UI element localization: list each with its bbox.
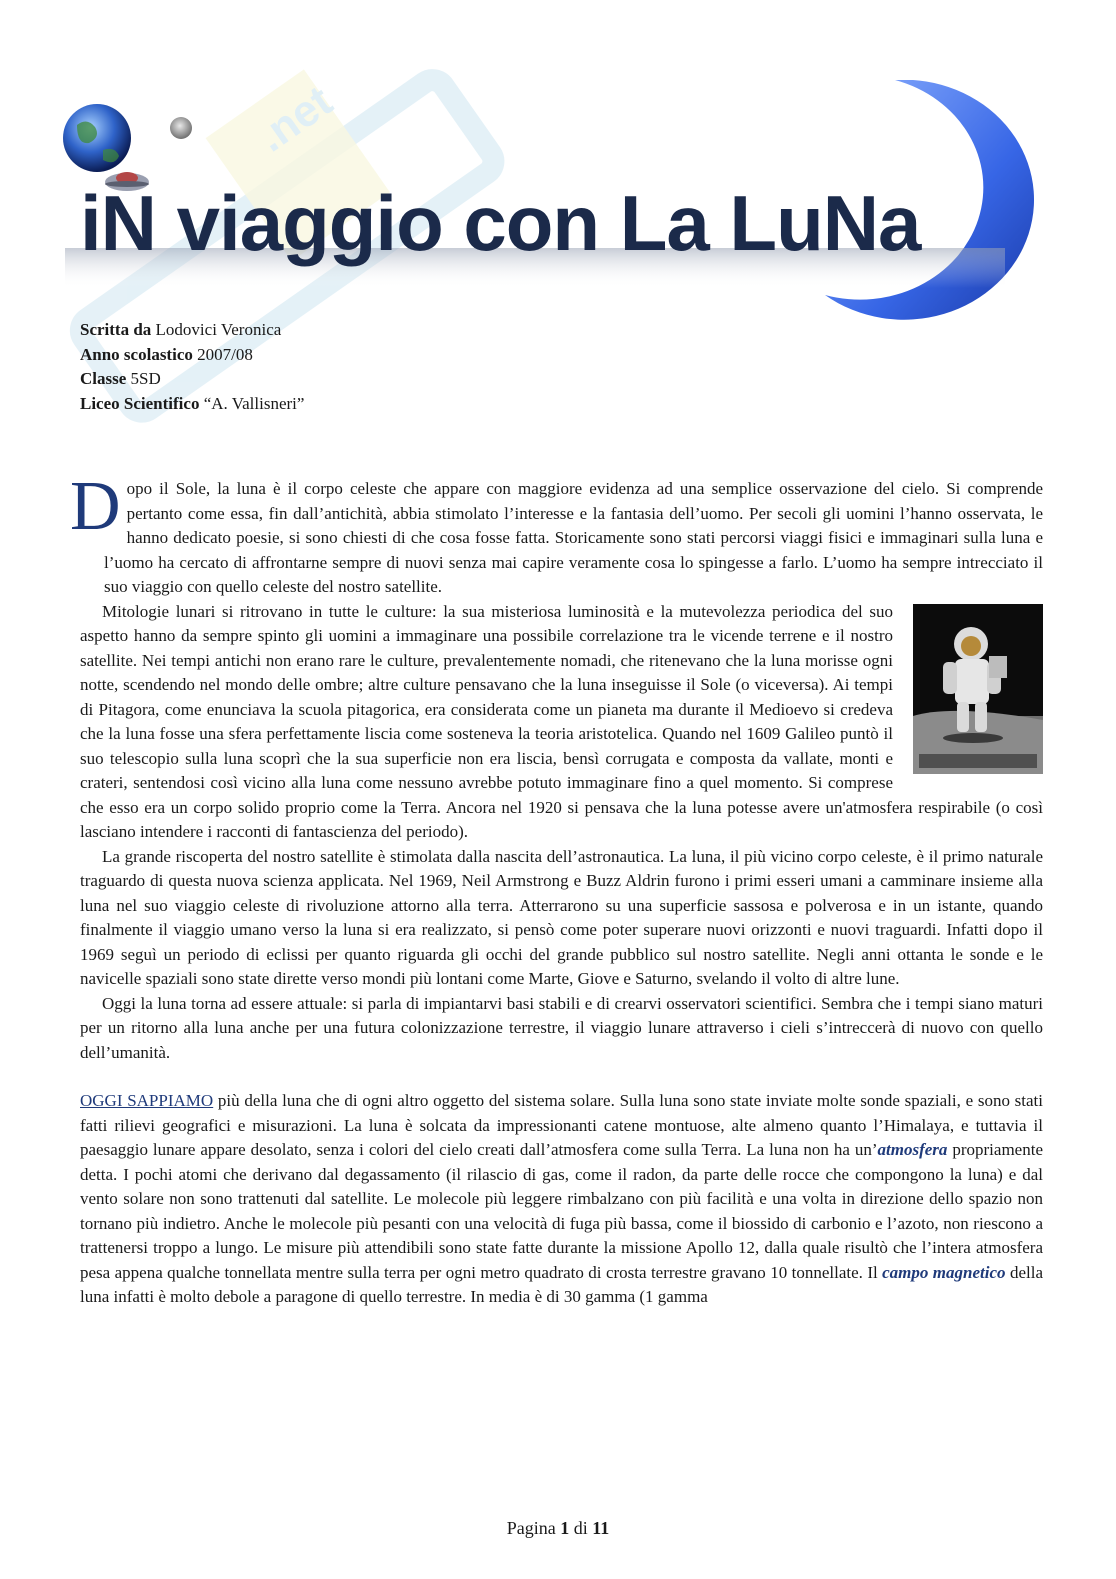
total-pages: 11: [592, 1518, 610, 1538]
section-gap: [80, 1065, 1043, 1089]
svg-text:.net: .net: [248, 76, 341, 162]
small-moon-icon: [170, 117, 192, 139]
section-heading-link[interactable]: OGGI SAPPIAMO: [80, 1091, 214, 1110]
earth-icon: [63, 104, 131, 172]
paragraph-oggi-sappiamo: OGGI SAPPIAMO più della luna che di ogni altro oggetto del sistema solare. Sulla luna sono state inviate molte sonde spaziali, e sono stati fatti rilievi geografici e misurazioni. La luna è solcata da impressionanti catene montuose, alte almeno quanto l’Himalaya, e tuttavia il paesaggio lunare appare desolato, senza i colori del cielo creati dall’atmosfera come sulla Terra. La luna non ha un’atmosfera propriamente detta. I pochi atomi che derivano dal degassamento (il rilascio di gas, come il radon, da parte delle rocce che compongono la luna) e dal vento solare non sono trattenuti dal satellite. Le molecole più leggere rimbalzano con più facilità e una volta in direzione dello spazio non tornano più indietro. Anche le molecole più pesanti con una velocità di fuga più bassa, come il biossido di carbonio e l’azoto, non riescono a trattenersi troppo a lungo. Le misure più attendibili sono state fatte durante la missione Apollo 12, dalla quale risultò che l’intera atmosfera pesa appena qualche tonnellata mentre sulla terra per ogni metro quadrato di crosta terrestre gravano 10 tonnellate. Il campo magnetico della luna infatti è molto debole a paragone di quello terrestre. In media è di 30 gamma (1 gamma: [80, 1091, 1043, 1306]
term-campo-magnetico: campo magnetico: [882, 1262, 1006, 1282]
astronaut-photo: [913, 604, 1043, 774]
term-atmosfera: atmosfera: [877, 1140, 948, 1159]
paragraph-mythology: Mitologie lunari si ritrovano in tutte le culture: la sua misteriosa luminosità e la mutevolezza periodica del suo aspetto hanno da sempre spinto gli uomini a immaginare una possibile correlazione tra le vicende terrene e il nostro satellite. Nei tempi antichi non erano rare le culture, prevalentemente nomadi, che ritenevano che la luna morisse ogni notte, scendendo nel mondo delle ombre; altre culture pensavano che la luna inseguisse il Sole (o viceversa). Ai tempi di Pitagora, come enunciava la scuola pitagorica, era considerata come un pianeta ma durante il Medioevo si credeva che la luna fosse una sfera perfettamente liscia come sosteneva la teoria aristotelica. Quando nel 1609 Galileo puntò il suo telescopio sulla luna scoprì che la sua superficie non era liscia, bensì corrugata e composta da vallate, monti e crateri, sentendosi così vicino alla luna come nessuno avrebbe potuto immaginare fino a quel momento. Si comprese che esso era un corpo solido proprio come la Terra. Ancora nel 1920 si pensava che la luna potesse avere un'atmosfera respirabile (o così lasciano intendere i racconti di fantascienza del periodo).: [80, 601, 1043, 841]
title-banner: [55, 80, 1090, 320]
current-page: 1: [560, 1518, 570, 1538]
page-footer: Pagina 1 di 11: [506, 1518, 610, 1538]
paragraph-astronautics: La grande riscoperta del nostro satellite è stimolata dalla nascita dell’astronautica. La luna, il più vicino corpo celeste, è il primo naturale traguardo di questa nuova scienza applicata. Nel 1969, Neil Armstrong e Buzz Aldrin furono i primi esseri umani a camminare insieme alla luna nel suo viaggio celeste di rivoluzione attorno alla terra. Atterrarono su una superficie sassosa e polverosa e in un istante, quando finalmente il viaggio umano verso la luna si era realizzato, si pensò come poter superare nuovi orizzonti e nuovi traguardi. Infatti dopo il 1969 seguì un periodo di eclissi per quanto riguarda gli occhi del grande pubblico sul nostro satellite. Negli anni ottanta le sonde e le navicelle spaziali sono state dirette verso mondi più lontani come Marte, Giove e Saturno, svelando il volto di altre lune.: [80, 846, 1043, 988]
article-body: [70, 468, 1043, 1310]
drop-cap: D: [70, 468, 121, 545]
banner-title: iN viaggio con La LuNa: [80, 179, 921, 267]
class-line: Classe 5SD: [80, 369, 161, 388]
year-line: Anno scolastico 2007/08: [80, 344, 253, 364]
document-metadata: [80, 318, 304, 416]
paragraph-intro: Dopo il Sole, la luna è il corpo celeste che appare con maggiore evidenza ad una semplice osservazione del cielo. Si comprende pertanto come essa, fin dall’antichità, abbia stimolato l’interesse e la fantasia dell’uomo. Per secoli gli uomini l’hanno osservata, le hanno dedicato poesie, si sono chiesti di che cosa fosse fatta. Storicamente sono stati percorsi viaggi fisici e immaginari sulla luna e l’uomo ha cercato di affrontarne sempre di nuovi senza mai capire veramente cosa lo spingesse a farlo. L’uomo ha sempre intrecciato il suo viaggio con quello celeste del nostro satellite.: [70, 468, 1043, 596]
paragraph-today: Oggi la luna torna ad essere attuale: si parla di impiantarvi basi stabili e di crearvi osservatori scientifici. Sembra che i tempi siano maturi per un ritorno alla luna anche per una futura colonizzazione terrestre, il viaggio lunare attraverso i cieli s’intreccerà di nuovo con quello dell’umanità.: [80, 993, 1043, 1062]
author-line: Scritta da Lodovici Veronica: [80, 320, 282, 339]
school-line: Liceo Scientifico “A. Vallisneri”: [80, 393, 305, 413]
